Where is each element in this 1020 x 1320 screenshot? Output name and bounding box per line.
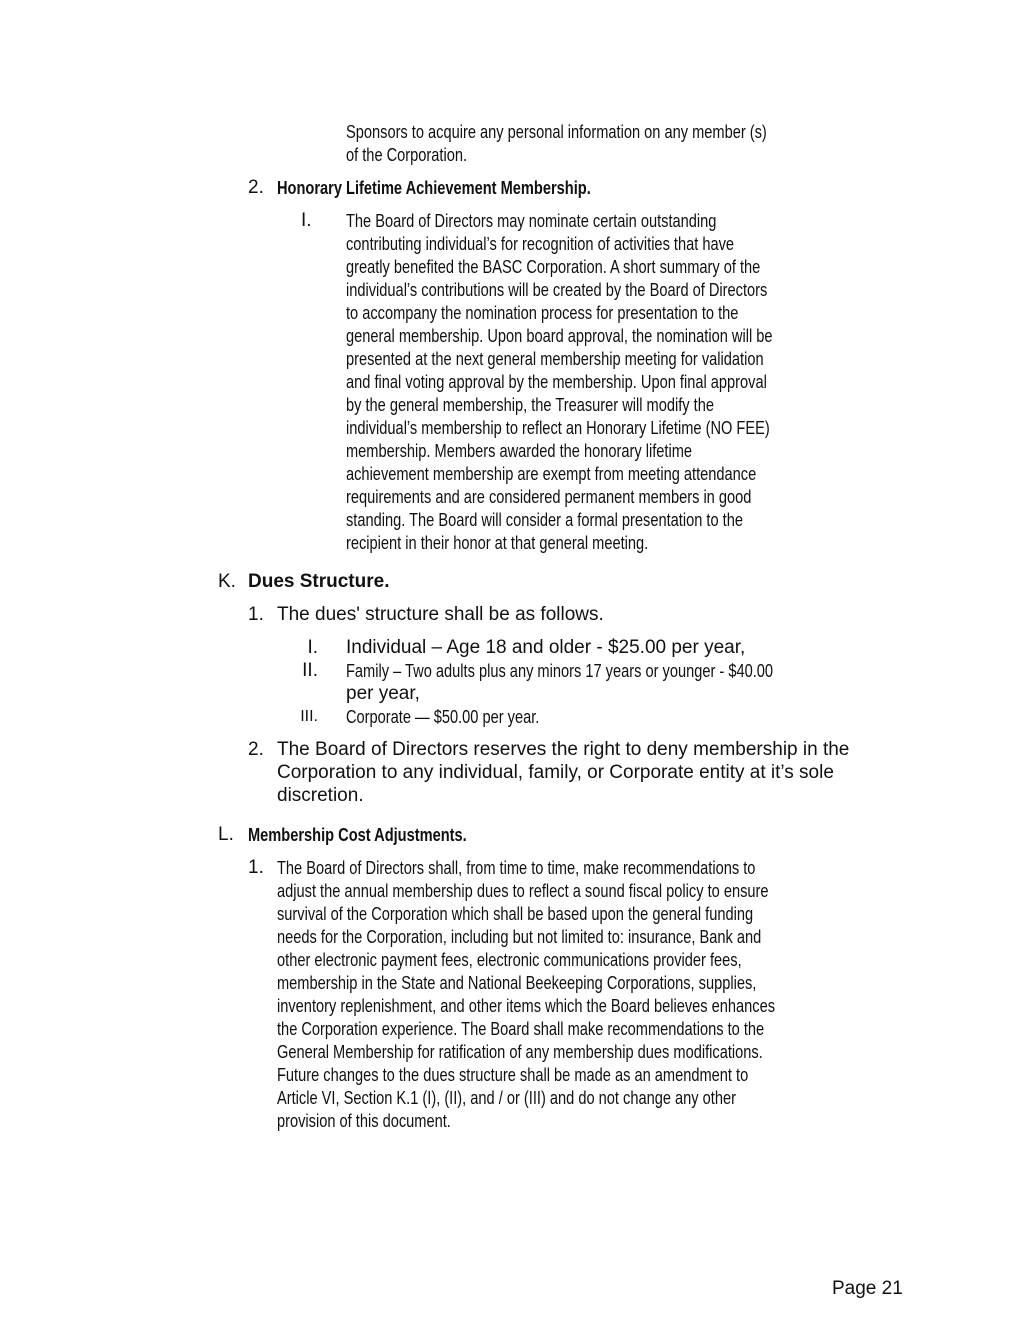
honorary-paragraph [346,209,886,554]
item-number: 2. [248,739,264,760]
sub-number: I. [301,210,312,231]
text-line: adjust the annual membership dues to reflect a sound fiscal policy to ensure [277,880,769,901]
text-line: greatly benefited the BASC Corporation. A short summary of the [346,256,761,277]
text-line: recipient in their honor at that general meeting. [346,532,649,553]
section-letter: K. [218,571,236,592]
text-line: membership. Members awarded the honorary lifetime [346,440,693,461]
text-line: individual’s membership to reflect an Honorary Lifetime (NO FEE) [346,417,770,438]
text-line: contributing individual’s for recognition of activities that have [346,233,735,254]
text-line: needs for the Corporation, including but not limited to: insurance, Bank and [277,926,762,947]
dues-line: Corporate — $50.00 per year. [346,706,540,727]
text-line: by the general membership, the Treasurer will modify the [346,394,714,415]
text-line: of the Corporation. [346,144,468,165]
heading-text: Membership Cost Adjustments. [248,824,467,845]
text-line: other electronic payment fees, electronic communications provider fees, [277,949,742,970]
item-number: 1. [248,857,264,878]
text-line: The Board of Directors may nominate certain outstanding [346,210,717,231]
item-text: The dues' structure shall be as follows. [277,604,604,625]
text-line: individual’s contributions will be created by the Board of Directors [346,279,768,300]
section-letter: L. [218,824,234,845]
text-line: and final voting approval by the membership. Upon final approval [346,371,767,392]
continuation-paragraph [346,120,879,166]
dues-line: per year, [346,683,420,704]
dues-line: Individual – Age 18 and older - $25.00 per year, [346,637,746,658]
sub-number: III. [300,708,318,725]
text-line: general membership. Upon board approval, the nomination will be [346,325,773,346]
section-heading [248,823,525,846]
deny-paragraph [277,738,849,807]
text-line: survival of the Corporation which shall be based upon the general funding [277,903,754,924]
text-line: inventory replenishment, and other items which the Board believes enhances [277,995,776,1016]
text-line: membership in the State and National Beekeeping Corporations, supplies, [277,972,757,993]
section-heading: Dues Structure. [248,571,390,592]
text-line: the Corporation experience. The Board shall make recommendations to the [277,1018,765,1039]
text-line: The Board of Directors reserves the right to deny membership in the [277,739,850,760]
text-line: discretion. [277,785,364,806]
text-line: Article VI, Section K.1 (I), (II), and / or (III) and do not change any other [277,1087,736,1108]
text-line: provision of this document. [277,1110,451,1131]
text-line: Future changes to the dues structure shall be made as an amendment to [277,1064,749,1085]
text-line: standing. The Board will consider a formal presentation to the [346,509,743,530]
text-line: The Board of Directors shall, from time to time, make recommendations to [277,857,756,878]
text-line: to accompany the nomination process for presentation to the [346,302,739,323]
text-line: requirements and are considered permanent members in good [346,486,752,507]
page-number: Page 21 [832,1278,903,1299]
dues-line: Family – Two adults plus any minors 17 years or younger - $40.00 [346,660,774,681]
item-heading [277,176,674,199]
text-line: Corporation to any individual, family, or Corporate entity at it’s sole [277,762,834,783]
adjustment-paragraph [277,856,907,1132]
item-number: 2. [248,177,264,198]
item-number: 1. [248,604,264,625]
sub-number: II. [302,660,318,681]
text-line: Sponsors to acquire any personal information on any member (s) [346,121,767,142]
text-line: General Membership for ratification of any membership dues modifications. [277,1041,763,1062]
text-line: presented at the next general membership meeting for validation [346,348,764,369]
text-line: achievement membership are exempt from meeting attendance [346,463,757,484]
sub-number: I. [307,637,318,658]
heading-text: Honorary Lifetime Achievement Membership. [277,177,591,198]
